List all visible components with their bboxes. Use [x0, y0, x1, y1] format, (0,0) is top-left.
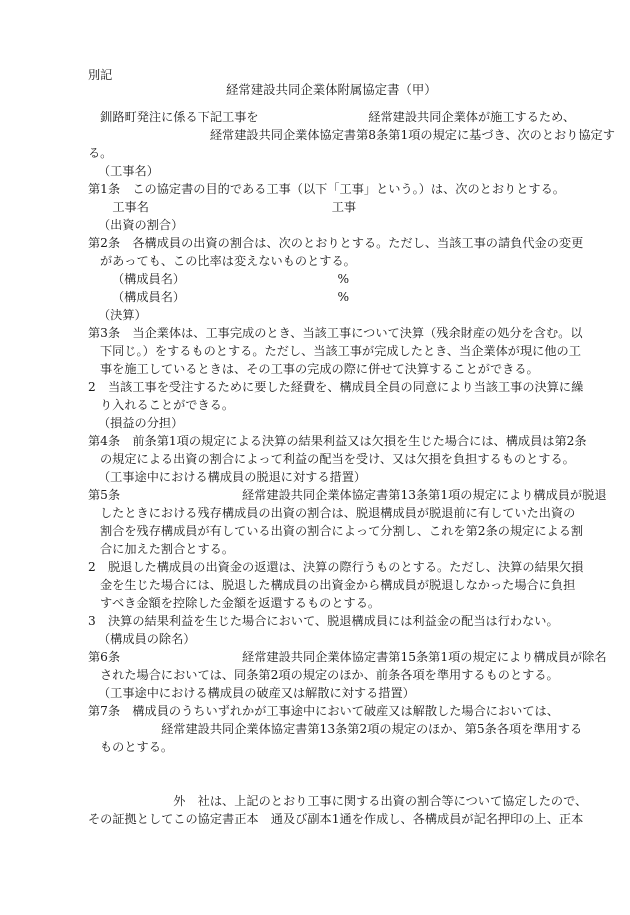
closing-line: その証拠としてこの協定書正本 通及び副本1通を作成し、各構成員が記名押印の上、正本	[88, 812, 584, 826]
article-line: 第7条 構成員のうちいずれかが工事途中において破産又は解散した場合においては、	[88, 704, 559, 718]
article-line: り入れることができる。	[100, 398, 235, 412]
preamble-line: る。	[88, 146, 113, 160]
article-line: 第3条 当企業体は、工事完成のとき、当該工事について決算（残余財産の処分を含む。以	[88, 326, 583, 340]
member-share-row: （構成員名） %	[112, 272, 350, 286]
article-line: 第5条 経常建設共同企業体協定書第13条第1項の規定により構成員が脱退	[88, 488, 607, 502]
article-line: 合に加えた割合とする。	[100, 542, 235, 556]
article-line: 割合を残存構成員が有している出資の割合によって分割し、これを第2条の規定による割	[100, 524, 584, 538]
article-line: すべき金額を控除した金額を返還するものとする。	[100, 596, 381, 610]
article-heading: （決算）	[98, 308, 147, 322]
article-line: ものとする。	[100, 740, 174, 754]
article-line: 経常建設共同企業体協定書第13条第2項の規定のほか、第5条各項を準用する	[88, 722, 583, 736]
member-share-row: （構成員名） %	[112, 290, 350, 304]
closing-line: 外 社は、上記のとおり工事に関する出資の割合等について協定したので、	[88, 794, 588, 808]
annex-label: 別記	[88, 68, 113, 82]
article-line: 下同じ。）をするものとする。ただし、当該工事が完成したとき、当企業体が現に他の工	[100, 344, 581, 358]
article-line: 第2条 各構成員の出資の割合は、次のとおりとする。ただし、当該工事の請負代金の変更	[88, 236, 584, 250]
article-heading: （損益の分担）	[98, 416, 184, 430]
article-heading: （工事途中における構成員の脱退に対する措置）	[98, 470, 367, 484]
article-line: 2 脱退した構成員の出資金の返還は、決算の際行うものとする。ただし、決算の結果欠損	[88, 560, 584, 574]
article-line: 第1条 この協定書の目的である工事（以下「工事」という。）は、次のとおりとする。	[88, 182, 565, 196]
article-line: 金を生じた場合には、脱退した構成員の出資金から構成員が脱退しなかった場合に負担	[100, 578, 576, 592]
article-heading: （工事途中における構成員の破産又は解散に対する措置）	[98, 686, 415, 700]
article-line: 工事名 工事	[88, 200, 357, 214]
document-title: 経常建設共同企業体附属協定書（甲）	[226, 82, 437, 97]
article-line: 2 当該工事を受注するために要した経費を、構成員全員の同意により当該工事の決算に繰	[88, 380, 584, 394]
article-heading: （構成員の除名）	[98, 632, 196, 646]
article-line: 第4条 前条第1項の規定による決算の結果利益又は欠損を生じた場合には、構成員は第2条	[88, 434, 587, 448]
article-line: された場合においては、同条第2項の規定のほか、前条各項を準用するものとする。	[100, 668, 559, 682]
article-heading: （出資の割合）	[98, 218, 184, 232]
article-line: 事を施工しているときは、その工事の完成の際に併せて決算することができる。	[100, 362, 539, 376]
article-line: 3 決算の結果利益を生じた場合において、脱退構成員には利益金の配当は行わない。	[88, 614, 559, 628]
article-heading: （工事名）	[98, 164, 159, 178]
article-line: があっても、この比率は変えないものとする。	[100, 254, 356, 268]
preamble-line: 経常建設共同企業体協定書第8条第1項の規定に基づき、次のとおり協定す	[88, 128, 615, 142]
article-line: したときにおける残存構成員の出資の割合は、脱退構成員が脱退前に有していた出資の	[100, 506, 576, 520]
preamble-line: 釧路町発注に係る下記工事を 経常建設共同企業体が施工するため、	[88, 110, 576, 124]
article-line: の規定による出資の割合によって利益の配当を受け、又は欠損を負担するものとする。	[100, 452, 575, 466]
article-line: 第6条 経常建設共同企業体協定書第15条第1項の規定により構成員が除名	[88, 650, 607, 664]
